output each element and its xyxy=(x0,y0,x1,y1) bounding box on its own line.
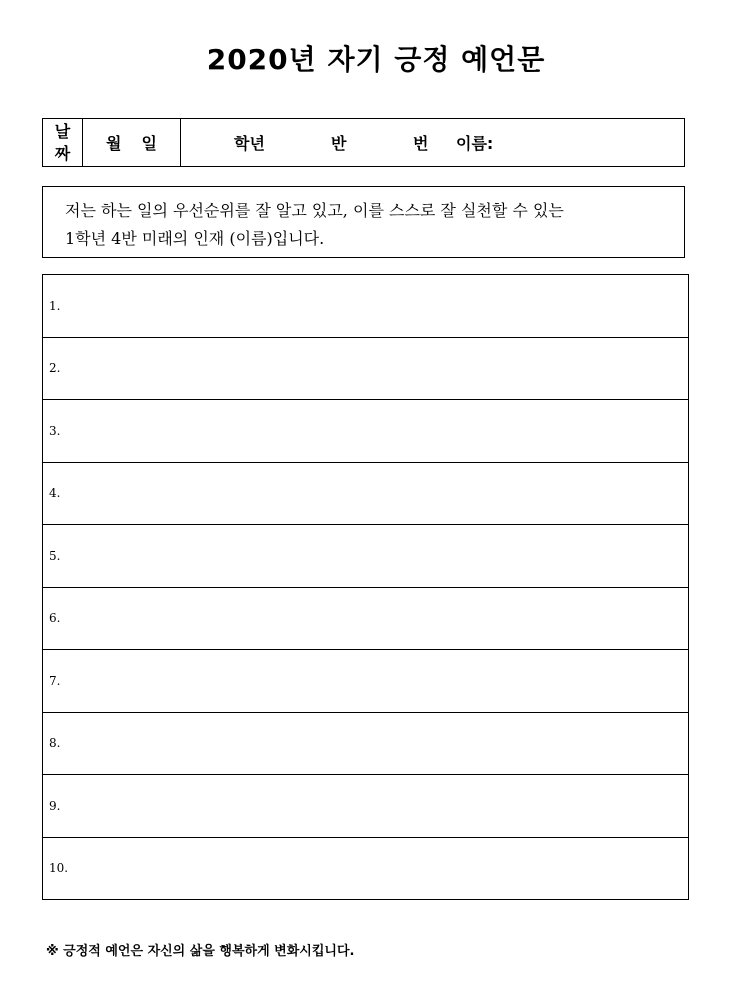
date-field[interactable] xyxy=(83,119,181,166)
line-number: 10. xyxy=(49,861,69,876)
date-label-char-1: 날 xyxy=(54,121,71,141)
writing-line-5[interactable] xyxy=(42,525,689,588)
line-number: 6. xyxy=(49,611,61,626)
date-label xyxy=(43,119,83,166)
line-number: 7. xyxy=(49,673,61,688)
writing-line-7[interactable] xyxy=(42,650,689,713)
writing-line-4[interactable] xyxy=(42,463,689,526)
writing-line-9[interactable] xyxy=(42,775,689,838)
line-number: 9. xyxy=(49,798,61,813)
month-label: 월 xyxy=(106,134,122,153)
affirmation-box xyxy=(42,186,685,258)
page-title: 2020년 자기 긍정 예언문 xyxy=(206,43,546,76)
class-label: 반 xyxy=(331,134,347,153)
affirmation-line-1: 저는 하는 일의 우선순위를 잘 알고 있고, 이를 스스로 잘 실천할 수 있는 xyxy=(65,201,564,220)
writing-line-6[interactable] xyxy=(42,588,689,651)
student-field[interactable] xyxy=(181,119,684,166)
writing-line-1[interactable] xyxy=(42,275,689,338)
day-label: 일 xyxy=(141,134,157,153)
name-label: 이름: xyxy=(456,134,494,153)
writing-line-3[interactable] xyxy=(42,400,689,463)
footnote: ※ 긍정적 예언은 자신의 삶을 행복하게 변화시킵니다. xyxy=(46,944,355,959)
student-info-box xyxy=(42,118,685,167)
number-label: 번 xyxy=(413,134,429,153)
writing-line-8[interactable] xyxy=(42,713,689,776)
affirmation-lines xyxy=(42,274,689,900)
line-number: 8. xyxy=(49,736,61,751)
line-number: 4. xyxy=(49,486,61,501)
date-label-char-2: 짜 xyxy=(54,143,71,163)
writing-line-2[interactable] xyxy=(42,338,689,401)
line-number: 1. xyxy=(49,298,61,313)
affirmation-line-2: 1학년 4반 미래의 인재 (이름)입니다. xyxy=(65,229,325,248)
grade-label: 학년 xyxy=(234,134,265,153)
line-number: 3. xyxy=(49,423,61,438)
line-number: 5. xyxy=(49,548,61,563)
line-number: 2. xyxy=(49,361,61,376)
writing-line-10[interactable] xyxy=(42,838,689,901)
